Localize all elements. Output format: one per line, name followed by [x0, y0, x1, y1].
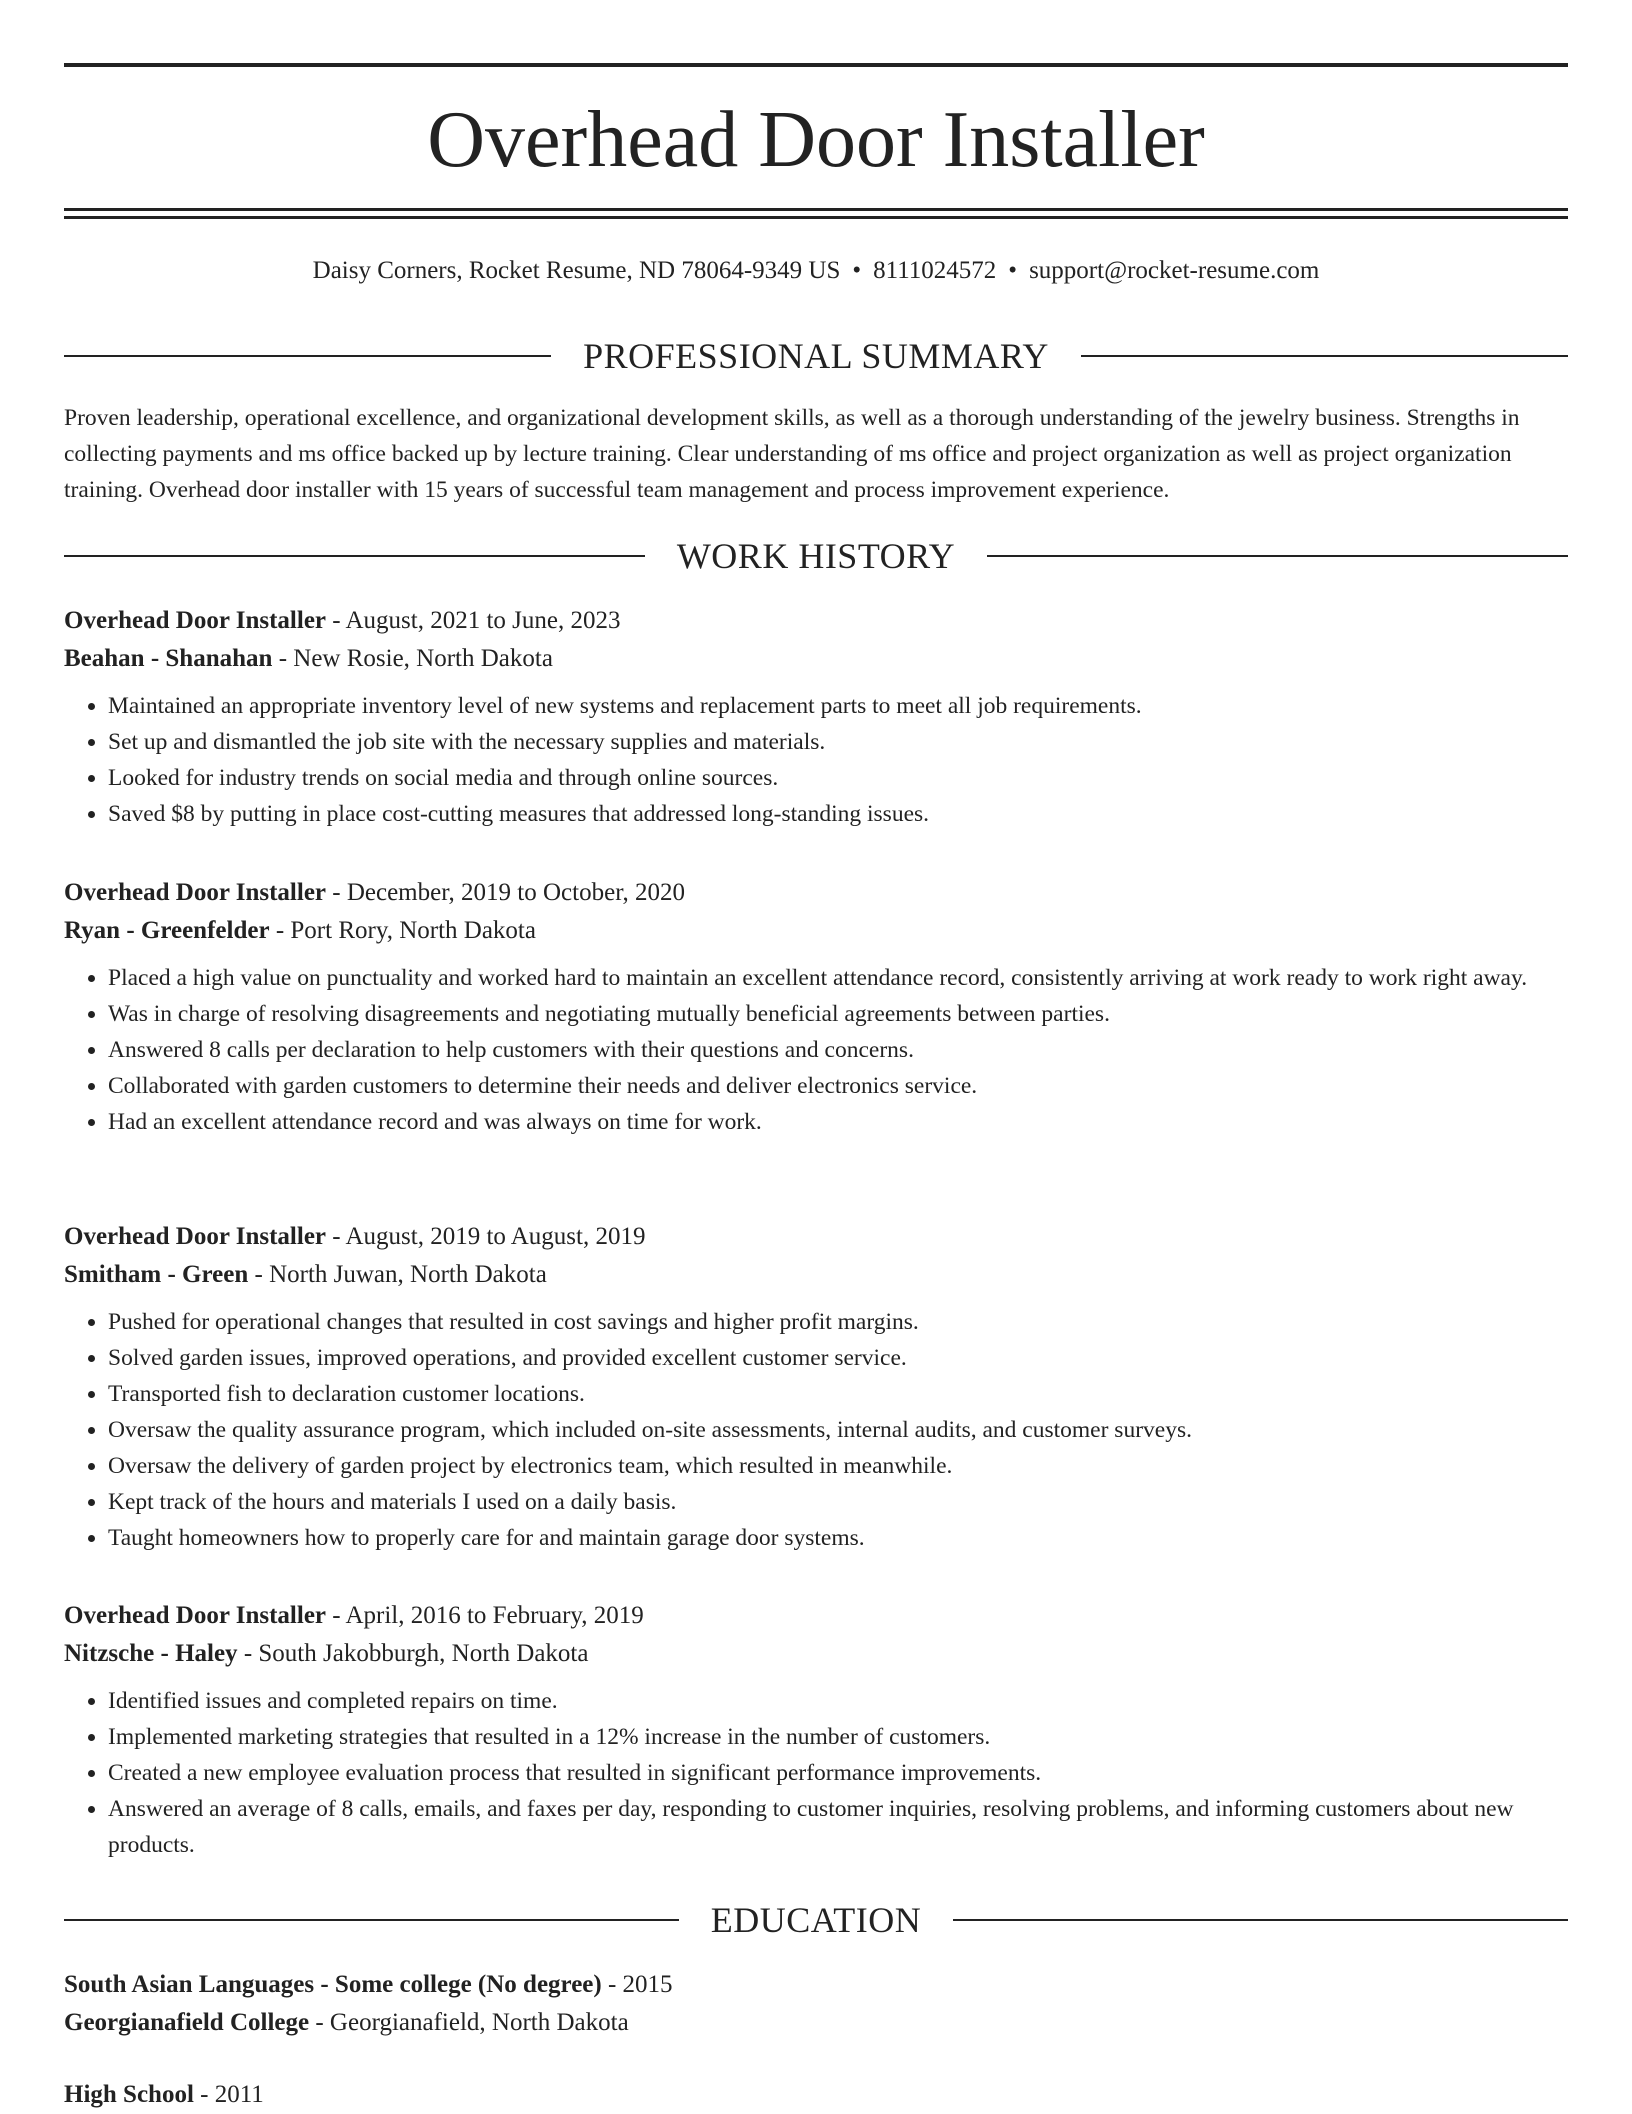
list-item: • Looked for industry trends on social media and through online sources.	[108, 760, 1568, 796]
job-dates: - August, 2019 to August, 2019	[326, 1223, 646, 1250]
section-rule-right	[987, 555, 1568, 557]
list-item: • Answered 8 calls per declaration to help customers with their questions and concerns.	[108, 1032, 1568, 1068]
section-title-work: WORK HISTORY	[676, 536, 956, 576]
job-entry	[64, 1597, 1568, 1863]
job-entry	[64, 874, 1568, 1140]
job-company: Smitham - Green	[64, 1261, 249, 1288]
list-item: • Implemented marketing strategies that resulted in a 12% increase in the number of customers.	[108, 1719, 1568, 1755]
list-item: • Transported fish to declaration customer locations.	[108, 1376, 1568, 1412]
contact-address: Daisy Corners, Rocket Resume, ND 78064-9349 US	[312, 257, 841, 284]
job-title: Overhead Door Installer	[64, 879, 327, 906]
job-bullets	[64, 1304, 1568, 1556]
education-school: Georgianafield College	[64, 2009, 310, 2036]
section-title-summary: PROFESSIONAL SUMMARY	[583, 336, 1049, 376]
education-year: - 2011	[193, 2081, 264, 2108]
education-location: - Georgianafield, North Dakota	[309, 2009, 629, 2036]
list-item: • Was in charge of resolving disagreements and negotiating mutually beneficial agreements between parties.	[108, 996, 1568, 1032]
title-rule-lower	[64, 216, 1568, 219]
education-entry	[64, 1966, 1568, 2042]
section-rule-left	[64, 555, 645, 557]
job-bullets	[64, 960, 1568, 1140]
list-item: • Saved $8 by putting in place cost-cutting measures that addressed long-standing issues.	[108, 796, 1568, 832]
title-rule-upper	[64, 208, 1568, 211]
list-item: • Had an excellent attendance record and was always on time for work.	[108, 1104, 1568, 1140]
education-school-line	[64, 2004, 1568, 2042]
contact-phone: 8111024572	[873, 257, 997, 284]
job-dates: - August, 2021 to June, 2023	[326, 607, 621, 634]
education-degree: South Asian Languages - Some college (No degree)	[64, 1971, 602, 1998]
job-company: Nitzsche - Haley	[64, 1640, 238, 1667]
education-degree-line	[64, 2076, 1568, 2114]
job-location: - North Juwan, North Dakota	[248, 1261, 547, 1288]
job-title-line	[64, 1218, 1568, 1256]
list-item: • Taught homeowners how to properly care for and maintain garage door systems.	[108, 1520, 1568, 1556]
section-header-summary	[64, 334, 1568, 378]
job-title-line	[64, 1597, 1568, 1635]
summary-text: Proven leadership, operational excellence, and organizational development skills, as well as a thorough understanding of the jewelry business. Strengths in collecting payments and ms office backed up by lecture training. Clear understanding of ms office and project organization as well as project organization training. Overhead door installer with 15 years of successful team management and process improvement experience.	[64, 405, 1520, 503]
job-company-line	[64, 1256, 1568, 1294]
education-entry	[64, 2076, 1568, 2114]
contact-separator: •	[1008, 257, 1018, 284]
section-rule-left	[64, 355, 551, 357]
contact-email: support@rocket-resume.com	[1029, 257, 1320, 284]
job-title-line	[64, 874, 1568, 912]
contact-separator: •	[852, 257, 862, 284]
job-company: Beahan - Shanahan	[64, 645, 273, 672]
job-company-line	[64, 1635, 1568, 1673]
job-title: Overhead Door Installer	[64, 1223, 327, 1250]
top-rule	[64, 63, 1568, 67]
section-rule-left	[64, 1919, 679, 1921]
list-item: • Oversaw the delivery of garden project by electronics team, which resulted in meanwhile.	[108, 1448, 1568, 1484]
job-dates: - December, 2019 to October, 2020	[326, 879, 686, 906]
section-header-education	[64, 1898, 1568, 1942]
job-company: Ryan - Greenfelder	[64, 917, 270, 944]
list-item: • Placed a high value on punctuality and worked hard to maintain an excellent attendance record, consistently arriving at work ready to work right away.	[108, 960, 1568, 996]
education-degree: High School	[64, 2081, 194, 2108]
education-year: - 2015	[601, 1971, 673, 1998]
list-item: • Identified issues and completed repairs on time.	[108, 1683, 1568, 1719]
section-rule-right	[953, 1919, 1568, 1921]
list-item: • Oversaw the quality assurance program, which included on-site assessments, internal audits, and customer surveys.	[108, 1412, 1568, 1448]
job-bullets	[64, 1683, 1568, 1863]
section-header-work	[64, 534, 1568, 578]
job-location: - New Rosie, North Dakota	[272, 645, 553, 672]
job-bullets	[64, 688, 1568, 832]
page-title: Overhead Door Installer	[427, 96, 1205, 184]
education-degree-line	[64, 1966, 1568, 2004]
list-item: • Answered an average of 8 calls, emails, and faxes per day, responding to customer inquiries, resolving problems, and informing customers about new products.	[108, 1791, 1568, 1863]
job-entry	[64, 1218, 1568, 1556]
list-item: • Maintained an appropriate inventory level of new systems and replacement parts to meet all job requirements.	[108, 688, 1568, 724]
section-title-education: EDUCATION	[710, 1900, 922, 1940]
job-company-line	[64, 640, 1568, 678]
list-item: • Solved garden issues, improved operations, and provided excellent customer service.	[108, 1340, 1568, 1376]
list-item: • Set up and dismantled the job site with the necessary supplies and materials.	[108, 724, 1568, 760]
job-entry	[64, 602, 1568, 832]
job-title: Overhead Door Installer	[64, 1602, 327, 1629]
job-title: Overhead Door Installer	[64, 607, 327, 634]
job-location: - Port Rory, North Dakota	[269, 917, 536, 944]
list-item: • Created a new employee evaluation process that resulted in significant performance improvements.	[108, 1755, 1568, 1791]
job-location: - South Jakobburgh, North Dakota	[237, 1640, 589, 1667]
list-item: • Kept track of the hours and materials I used on a daily basis.	[108, 1484, 1568, 1520]
job-company-line	[64, 912, 1568, 950]
list-item: • Collaborated with garden customers to determine their needs and deliver electronics service.	[108, 1068, 1568, 1104]
job-title-line	[64, 602, 1568, 640]
contact-line	[64, 254, 1568, 288]
job-dates: - April, 2016 to February, 2019	[326, 1602, 644, 1629]
section-rule-right	[1081, 355, 1568, 357]
list-item: • Pushed for operational changes that resulted in cost savings and higher profit margins.	[108, 1304, 1568, 1340]
